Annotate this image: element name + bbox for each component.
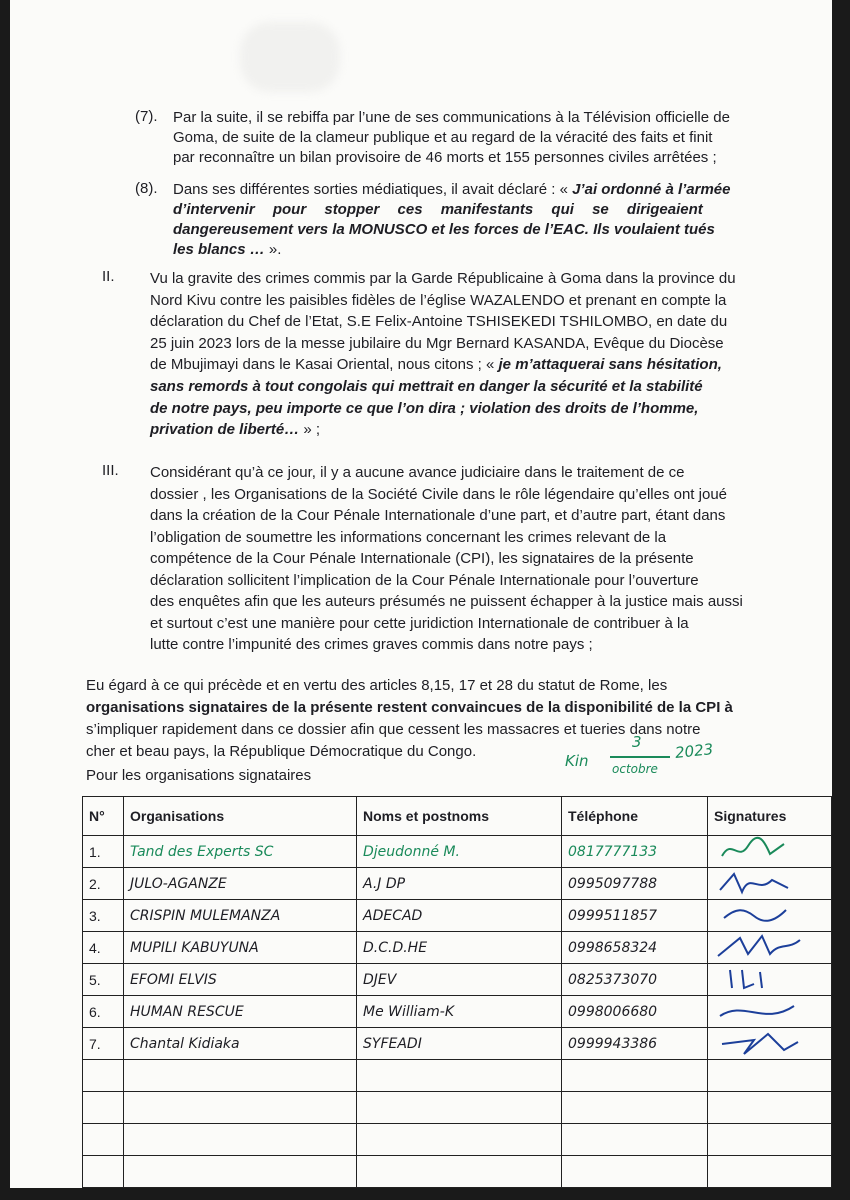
section-2-quote: sans remords à tout congolais qui mettrait en danger la sécurité et la stabilité xyxy=(150,377,703,395)
row-phone xyxy=(562,1156,708,1188)
date-place: Kin xyxy=(565,752,589,770)
row-phone xyxy=(562,1092,708,1124)
row-phone: 0817777133 xyxy=(562,836,708,868)
table-row xyxy=(83,900,832,932)
item-8-quote: J’ai ordonné à l’armée xyxy=(572,181,731,198)
row-organisation: EFOMI ELVIS xyxy=(124,964,357,996)
signatories-table xyxy=(82,796,832,1188)
section-2-quote: de notre pays, peu importe ce que l’on dira ; violation des droits de l’homme, xyxy=(150,399,699,417)
section-3-line: compétence de la Cour Pénale Internationale (CPI), les signataires de la présente xyxy=(150,550,694,567)
row-name xyxy=(357,1156,562,1188)
signatories-label: Pour les organisations signataires xyxy=(86,767,312,784)
row-signature xyxy=(708,900,832,932)
row-signature xyxy=(708,964,832,996)
row-number: 2. xyxy=(83,868,124,900)
row-name: SYFEADI xyxy=(357,1028,562,1060)
row-signature xyxy=(708,932,832,964)
row-phone xyxy=(562,1060,708,1092)
conclusion-line: organisations signataires de la présente restent convaincues de la disponibilité de la CPI à xyxy=(86,699,733,716)
row-number: 5. xyxy=(83,964,124,996)
row-organisation: JULO-AGANZE xyxy=(124,868,357,900)
section-3-line: des enquêtes afin que les auteurs présumés ne puissent échapper à la justice mais aussi xyxy=(150,593,743,610)
col-header-signatures: Signatures xyxy=(708,797,832,836)
item-7-line: Par la suite, il se rebiffa par l’une de ses communications à la Télévision officielle de xyxy=(173,109,730,126)
date-fraction-bar xyxy=(610,756,670,758)
row-organisation: CRISPIN MULEMANZA xyxy=(124,900,357,932)
col-header-organisations: Organisations xyxy=(124,797,357,836)
row-signature xyxy=(708,1124,832,1156)
row-name: D.C.D.HE xyxy=(357,932,562,964)
row-phone: 0999943386 xyxy=(562,1028,708,1060)
table-row xyxy=(83,1124,832,1156)
row-name xyxy=(357,1092,562,1124)
row-number: 4. xyxy=(83,932,124,964)
section-3-line: Considérant qu’à ce jour, il y a aucune avance judiciaire dans le traitement de ce xyxy=(150,464,685,481)
row-name: ADECAD xyxy=(357,900,562,932)
signature-scribble xyxy=(714,996,814,1024)
conclusion-line: Eu égard à ce qui précède et en vertu des articles 8,15, 17 et 28 du statut de Rome, les xyxy=(86,677,668,694)
row-signature xyxy=(708,1156,832,1188)
signature-scribble xyxy=(714,1028,814,1056)
item-7-text xyxy=(173,108,807,168)
row-name: A.J DP xyxy=(357,868,562,900)
table-row xyxy=(83,1092,832,1124)
section-3-line: dossier , les Organisations de la Société Civile dans le rôle légendaire qu’elles ont joué xyxy=(150,485,728,503)
signature-scribble xyxy=(714,964,814,992)
item-7-line: Goma, de suite de la clameur publique et au regard de la véracité des faits et finit xyxy=(173,129,713,146)
item-8-quote: dangereusement vers la MONUSCO et les forces de l’EAC. Ils voulaient tués xyxy=(173,221,715,238)
row-number: 6. xyxy=(83,996,124,1028)
row-phone: 0998006680 xyxy=(562,996,708,1028)
date-year: 2023 xyxy=(674,740,715,762)
table-row xyxy=(83,1028,832,1060)
document-page xyxy=(10,0,832,1188)
section-2-line: Vu la gravite des crimes commis par la Garde Républicaine à Goma dans la province du xyxy=(150,270,736,287)
row-number xyxy=(83,1124,124,1156)
row-signature xyxy=(708,868,832,900)
row-phone: 0825373070 xyxy=(562,964,708,996)
row-organisation: HUMAN RESCUE xyxy=(124,996,357,1028)
row-organisation xyxy=(124,1060,357,1092)
section-2-quote: je m’attaquerai sans hésitation, xyxy=(498,356,722,374)
conclusion-line: s’impliquer rapidement dans ce dossier afin que cessent les massacres et tueries dans notre xyxy=(86,721,701,738)
item-8-text xyxy=(173,180,813,260)
date-month: octobre xyxy=(612,762,658,776)
row-number xyxy=(83,1060,124,1092)
row-phone xyxy=(562,1124,708,1156)
table-header-row xyxy=(83,797,832,836)
row-number: 3. xyxy=(83,900,124,932)
section-2-end: » ; xyxy=(299,421,321,439)
col-header-number: N° xyxy=(83,797,124,836)
section-2-line: Nord Kivu contre les paisibles fidèles de l’église WAZALENDO et prenant en compte la xyxy=(150,291,727,309)
signature-scribble xyxy=(714,836,814,864)
row-signature xyxy=(708,1028,832,1060)
row-name xyxy=(357,1060,562,1092)
item-8-quote: d’intervenir pour stopper ces manifestants qui se dirigeaient xyxy=(173,201,703,218)
item-8-number: (8). xyxy=(135,180,158,197)
row-organisation: Chantal Kidiaka xyxy=(124,1028,357,1060)
row-number: 7. xyxy=(83,1028,124,1060)
row-phone: 0999511857 xyxy=(562,900,708,932)
section-2-line: déclaration du Chef de l’Etat, S.E Felix-Antoine TSHISEKEDI TSHILOMBO, en date du xyxy=(150,313,728,331)
section-3-text xyxy=(150,462,812,656)
row-organisation xyxy=(124,1156,357,1188)
row-signature xyxy=(708,1060,832,1092)
row-name xyxy=(357,1124,562,1156)
item-8-intro: Dans ses différentes sorties médiatiques, il avait déclaré : « xyxy=(173,181,573,198)
section-2-number: II. xyxy=(102,268,115,285)
item-7-number: (7). xyxy=(135,108,158,125)
row-name: Djeudonné M. xyxy=(357,836,562,868)
row-number xyxy=(83,1092,124,1124)
row-signature xyxy=(708,1092,832,1124)
section-3-number: III. xyxy=(102,462,119,479)
table-row xyxy=(83,996,832,1028)
section-2-quote: privation de liberté… xyxy=(150,421,300,439)
date-day: 3 xyxy=(632,733,642,751)
signature-scribble xyxy=(714,932,814,960)
item-8-end: ». xyxy=(264,241,282,258)
bleed-through-mark xyxy=(240,22,340,92)
section-3-line: et surtout c’est une manière pour cette juridiction Internationale de contribuer à la xyxy=(150,614,689,632)
row-organisation: Tand des Experts SC xyxy=(124,836,357,868)
section-2-line: de Mbujimayi dans le Kasai Oriental, nous citons ; « xyxy=(150,356,499,374)
item-8-quote: les blancs … xyxy=(173,241,265,258)
row-signature xyxy=(708,836,832,868)
col-header-names: Noms et postnoms xyxy=(357,797,562,836)
conclusion-line: cher et beau pays, la République Démocratique du Congo. xyxy=(86,743,477,760)
section-2-text xyxy=(150,268,812,441)
row-number: 1. xyxy=(83,836,124,868)
table-row xyxy=(83,836,832,868)
table-row xyxy=(83,932,832,964)
signature-scribble xyxy=(714,868,814,896)
table-row xyxy=(83,964,832,996)
row-organisation xyxy=(124,1124,357,1156)
section-3-line: lutte contre l’impunité des crimes graves commis dans notre pays ; xyxy=(150,636,593,653)
section-3-line: déclaration sollicitent l’implication de la Cour Pénale Internationale pour l’ouverture xyxy=(150,571,699,589)
table-row xyxy=(83,1060,832,1092)
signature-scribble xyxy=(714,900,814,928)
row-signature xyxy=(708,996,832,1028)
section-3-line: l’obligation de soumettre les informations concernant les crimes relevant de la xyxy=(150,528,667,546)
row-number xyxy=(83,1156,124,1188)
table-row xyxy=(83,1156,832,1188)
row-name: DJEV xyxy=(357,964,562,996)
row-organisation xyxy=(124,1092,357,1124)
item-7-line: par reconnaître un bilan provisoire de 46 morts et 155 personnes civiles arrêtées ; xyxy=(173,149,717,166)
section-3-line: dans la création de la Cour Pénale Internationale d’une part, et d’autre part, étant dans xyxy=(150,507,726,524)
row-organisation: MUPILI KABUYUNA xyxy=(124,932,357,964)
col-header-phone: Téléphone xyxy=(562,797,708,836)
table-row xyxy=(83,868,832,900)
row-phone: 0995097788 xyxy=(562,868,708,900)
section-2-line: 25 juin 2023 lors de la messe jubilaire du Mgr Bernard KASANDA, Evêque du Diocèse xyxy=(150,334,724,352)
row-phone: 0998658324 xyxy=(562,932,708,964)
row-name: Me William-K xyxy=(357,996,562,1028)
